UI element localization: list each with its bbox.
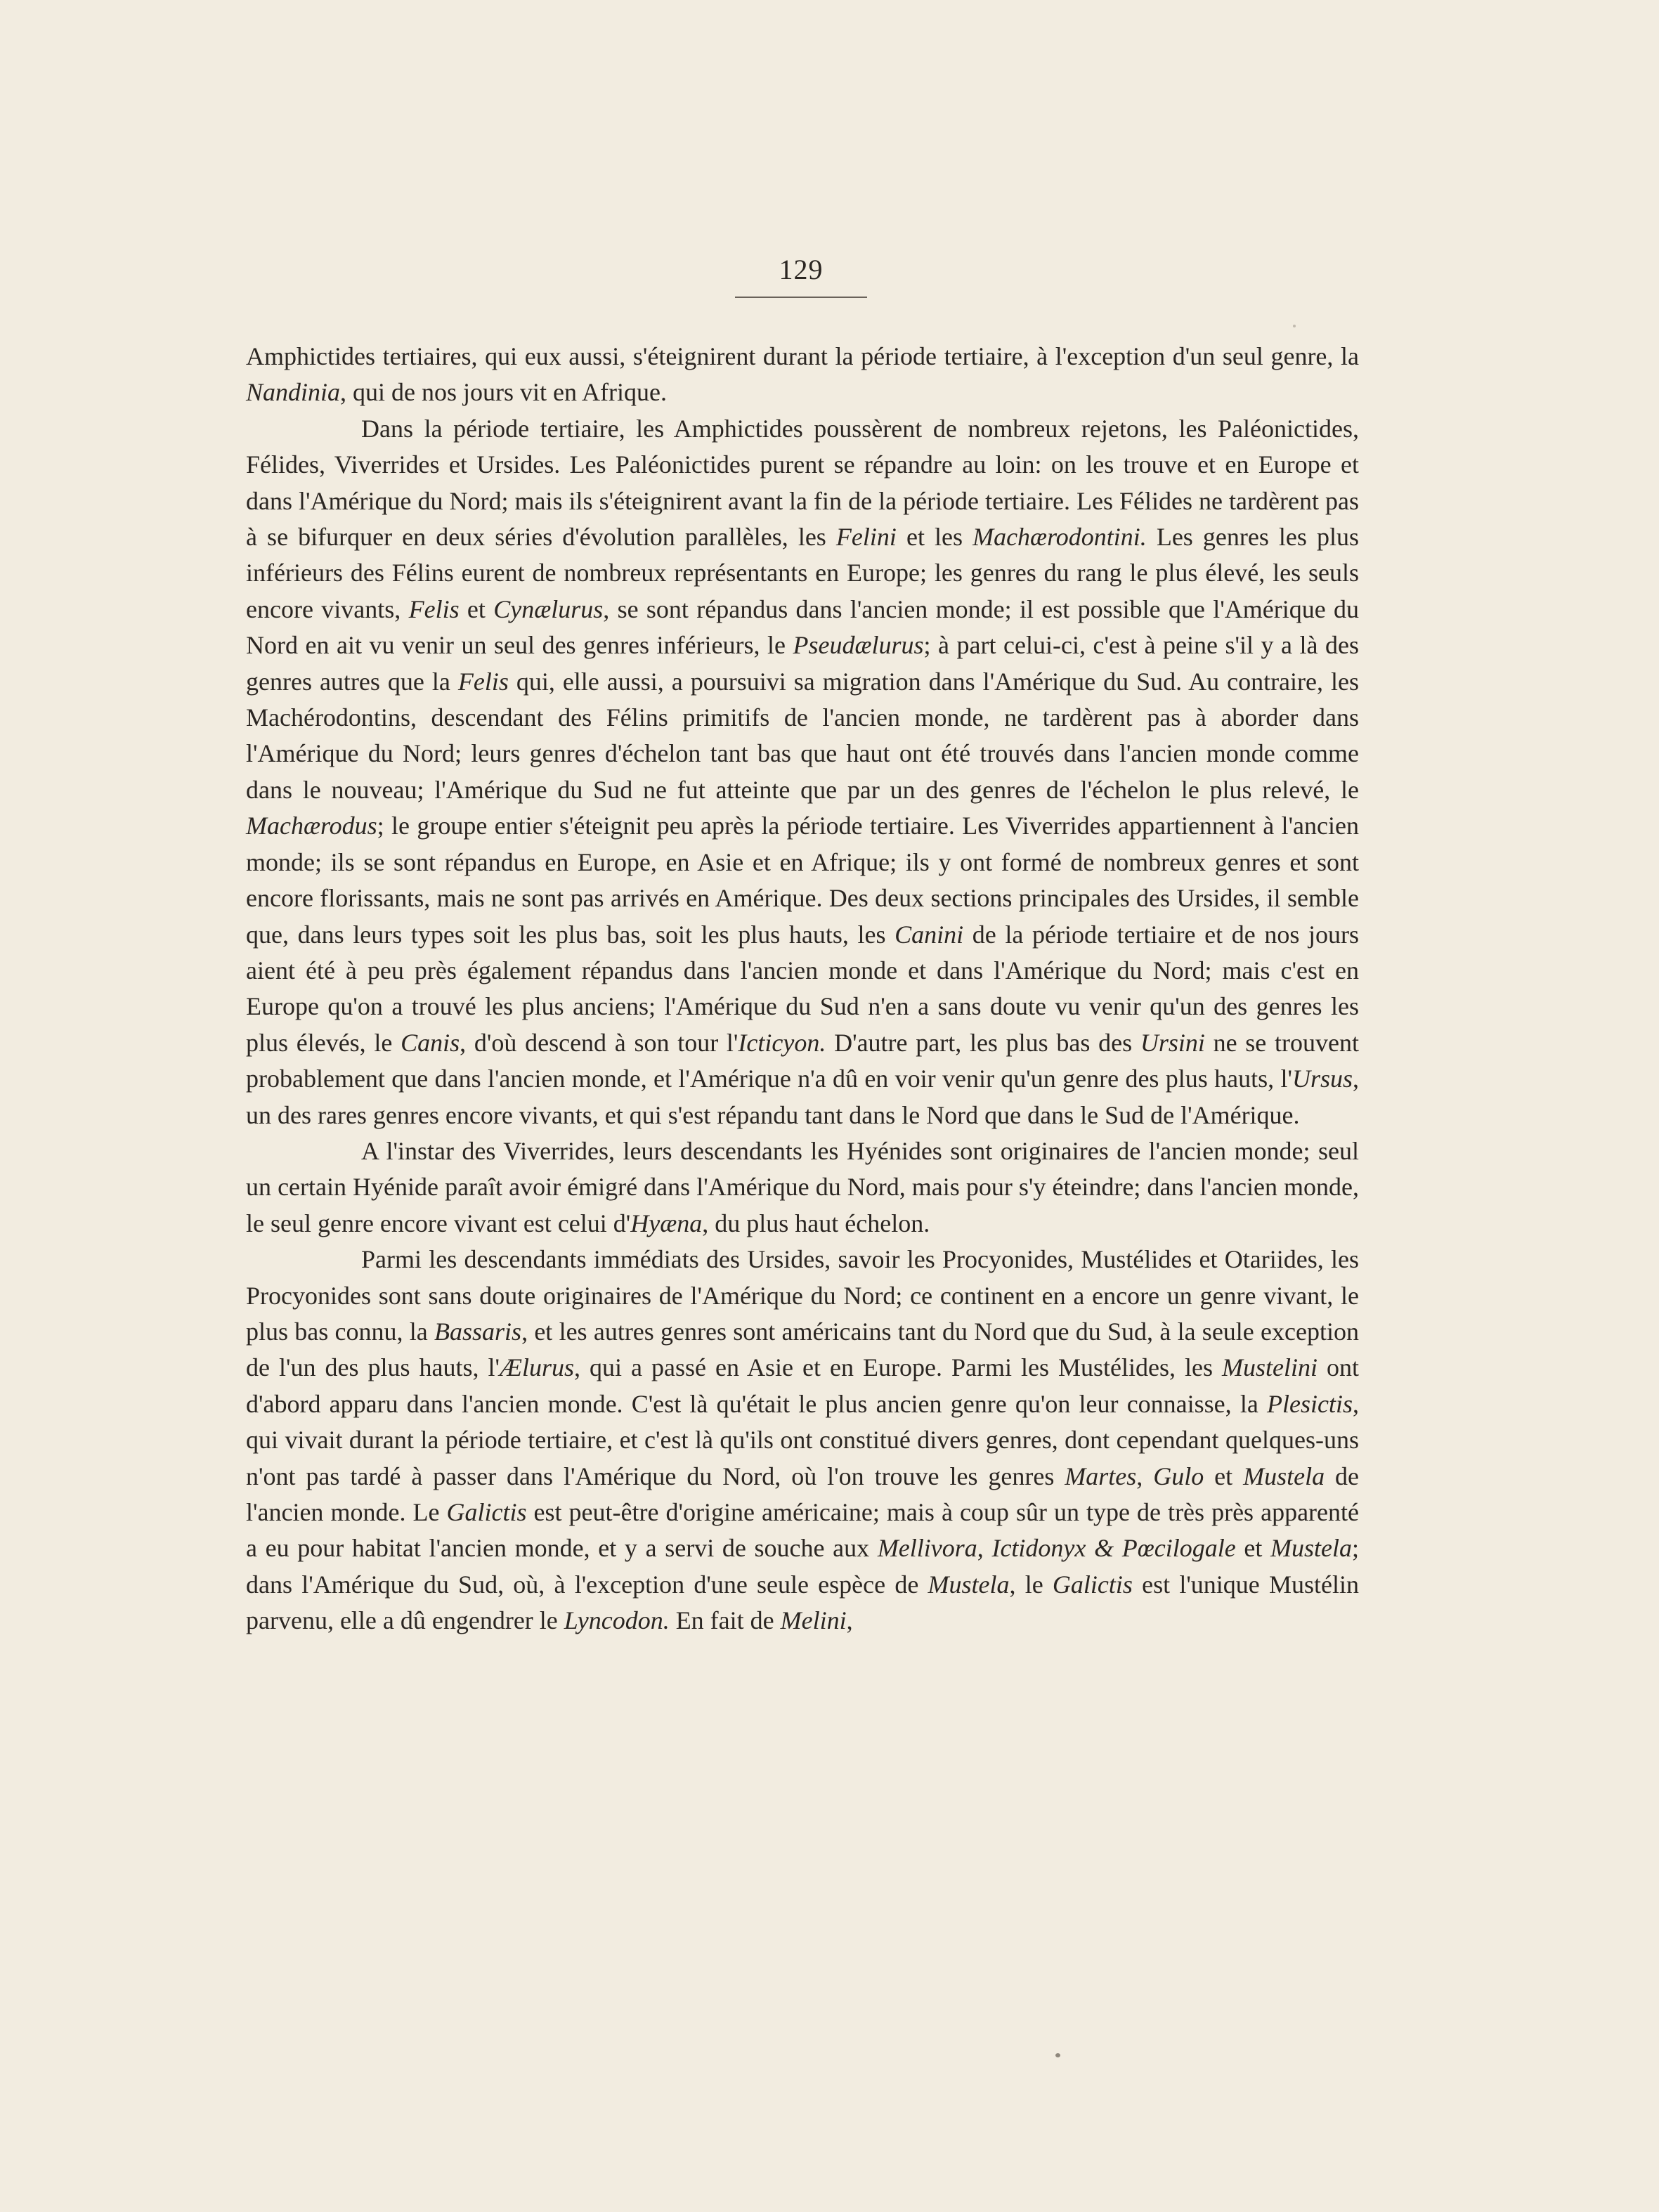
paragraph [246,339,1359,411]
text-run: ont d'abord apparu dans l'ancien monde. C'est là qu'était le plus ancien genre qu'on leur connaisse, la [246,1353,1359,1418]
italic-taxon-name: Felis [408,594,460,623]
text-run: Dans la période tertiaire, les Amphictides poussèrent de nombreux rejetons, les Paléonictides, Félides, Viverrides et Ursides. Les Paléonictides purent se répandre au loin: on les trouve et en Europe et dans l'Amérique du Nord; mais ils s'éteignirent avant la fin de la période tertiaire. Les Félides ne tardèrent pas à se bifurquer en deux séries d'évolution parallèles, les [246,414,1359,552]
text-run: Amphictides tertiaires, qui eux aussi, s'éteignirent durant la période tertiaire, à l'exception d'un seul genre, la [246,342,1359,370]
text-run: , [1136,1462,1154,1490]
italic-taxon-name: Mustela [1243,1462,1325,1490]
italic-taxon-name: Melini [780,1606,847,1635]
text-run: et les [896,523,973,552]
italic-taxon-name: Ursus [1292,1065,1353,1093]
text-run: et [459,594,494,623]
paper-speck [1055,2053,1060,2057]
text-run: , se sont répandus dans l'ancien monde; il est possible que l'Amérique du Nord en ait vu venir un seul des genres inférieurs, le [246,594,1360,660]
italic-taxon-name: Bassaris [434,1317,522,1346]
text-run: ne se trouvent probablement que dans l'ancien monde, et l'Amérique n'a dû en voir venir qu'un genre des plus hauts, l' [246,1028,1359,1093]
italic-taxon-name: Hyæna [630,1209,703,1237]
text-run: Les genres les plus inférieurs des Félins eurent de nombreux représentants en Europe; les genres du rang le plus élevé, les seuls encore vivants, [246,523,1360,623]
text-run: , qui a passé en Asie et en Europe. Parmi les Mustélides, les [574,1353,1222,1382]
italic-taxon-name: Canis [401,1028,460,1057]
italic-taxon-name: Mustelini [1221,1353,1318,1382]
italic-taxon-name: Ælurus [500,1353,575,1382]
italic-taxon-name: Cynælurus [493,594,604,623]
text-run: , du plus haut échelon. [702,1209,930,1237]
page-number: 129 [779,254,824,285]
paragraph [246,411,1359,1133]
italic-taxon-name: Galictis [446,1498,527,1526]
text-run: , le [1009,1570,1053,1599]
text-run: de l'ancien monde. Le [246,1462,1359,1526]
italic-taxon-name: Ictidonyx [991,1534,1086,1563]
text-run: de la période tertiaire et de nos jours aient été à peu près également répandus dans l'ancien monde et dans l'Amérique du Nord; mais c'est en Europe qu'on a trouvé les plus anciens; l'Amérique du Sud n'en a sans doute vu venir qu'un des genres les plus élevés, le [246,920,1359,1057]
italic-taxon-name: Pœcilogale [1121,1534,1236,1563]
italic-taxon-name: Gulo [1153,1462,1204,1490]
page-number-rule [735,297,867,298]
text-run: D'autre part, les plus bas des [826,1028,1140,1057]
text-run: , et les autres genres sont américains tant du Nord que du Sud, à la seule exception de l'un des plus hauts, l' [246,1317,1359,1382]
italic-taxon-name: Lyncodon. [564,1606,670,1635]
italic-taxon-name: Galictis [1052,1570,1133,1599]
paragraph [246,1242,1359,1639]
body-text [246,339,1359,1639]
text-run: ; le groupe entier s'éteignit peu après la période tertiaire. Les Viverrides appartiennent à l'ancien monde; ils se sont répandus en Europe, en Asie et en Afrique; ils y ont formé de nombreux genres et sont encore florissants, mais ne sont pas arrivés en Amérique. Des deux sections principales des Ursides, il semble que, dans leurs types soit les plus bas, soit les plus hauts, les [246,812,1359,949]
text-run: , [846,1606,853,1635]
paragraph [246,1133,1359,1242]
text-run: qui, elle aussi, a poursuivi sa migration dans l'Amérique du Sud. Au contraire, les Machérodontins, descendant des Félins primitifs de l'ancien monde, ne tardèrent pas à aborder dans l'Amérique du Nord; leurs genres d'échelon tant bas que haut ont été trouvés dans l'ancien monde comme dans le nouveau; l'Amérique du Sud ne fut atteinte que par un des genres de l'échelon le plus relevé, le [246,667,1359,804]
text-run: et [1204,1462,1244,1490]
italic-taxon-name: Martes [1065,1462,1137,1490]
italic-taxon-name: Canini [894,920,964,949]
italic-taxon-name: Machærodontini. [972,523,1147,552]
italic-taxon-name: Felis [457,667,509,696]
text-run [1086,1534,1094,1562]
italic-taxon-name: Mellivora [877,1534,977,1563]
text-run: et [1235,1534,1271,1563]
italic-taxon-name: Icticyon. [738,1028,826,1057]
italic-taxon-name: Ursini [1140,1028,1205,1057]
italic-taxon-name: Machærodus [246,812,377,840]
italic-taxon-name: Felini [835,523,897,552]
text-run: est peut-être d'origine américaine; mais à coup sûr un type de très près apparenté a eu pour habitat l'ancien monde, et y a servi de souche aux [246,1498,1359,1563]
text-run: est l'unique Mustélin parvenu, elle a dû engendrer le [246,1570,1360,1635]
text-run: , un des rares genres encore vivants, et qui s'est répandu tant dans le Nord que dans le Sud de l'Amérique. [246,1065,1359,1129]
text-run: En fait de [669,1606,781,1635]
italic-taxon-name: Mustela [1270,1534,1353,1563]
italic-taxon-name: Mustela [928,1570,1010,1599]
text-run: , d'où descend à son tour l' [460,1028,739,1057]
text-run: , qui vivait durant la période tertiaire, et c'est là qu'ils ont constitué divers genres, dont cependant quelques-uns n'ont pas tardé à passer dans l'Amérique du Nord, où l'on trouve les genres [246,1389,1359,1490]
text-run: ; dans l'Amérique du Sud, où, à l'exception d'une seule espèce de [246,1534,1360,1599]
text-run: A l'instar des Viverrides, leurs descendants les Hyénides sont originaires de l'ancien monde; seul un certain Hyénide paraît avoir émigré dans l'Amérique du Nord, mais pour s'y éteindre; dans l'ancien monde, le seul genre encore vivant est celui d' [246,1136,1359,1237]
italic-taxon-name: & [1094,1534,1114,1563]
text-run: Parmi les descendants immédiats des Ursides, savoir les Procyonides, Mustélides et Otariides, les Procyonides sont sans doute originaires de l'Amérique du Nord; ce continent en a encore un genre vivant, le plus bas connu, la [246,1245,1359,1346]
italic-taxon-name: Plesictis [1267,1389,1353,1418]
text-run: , qui de nos jours vit en Afrique. [340,378,667,407]
text-run: , [977,1534,992,1563]
text-run [1114,1534,1122,1562]
text-run: ; à part celui-ci, c'est à peine s'il y a là des genres autres que la [246,631,1360,696]
italic-taxon-name: Pseudælurus [793,631,924,660]
italic-taxon-name: Nandinia [246,378,341,407]
paper-speck [1293,325,1296,327]
